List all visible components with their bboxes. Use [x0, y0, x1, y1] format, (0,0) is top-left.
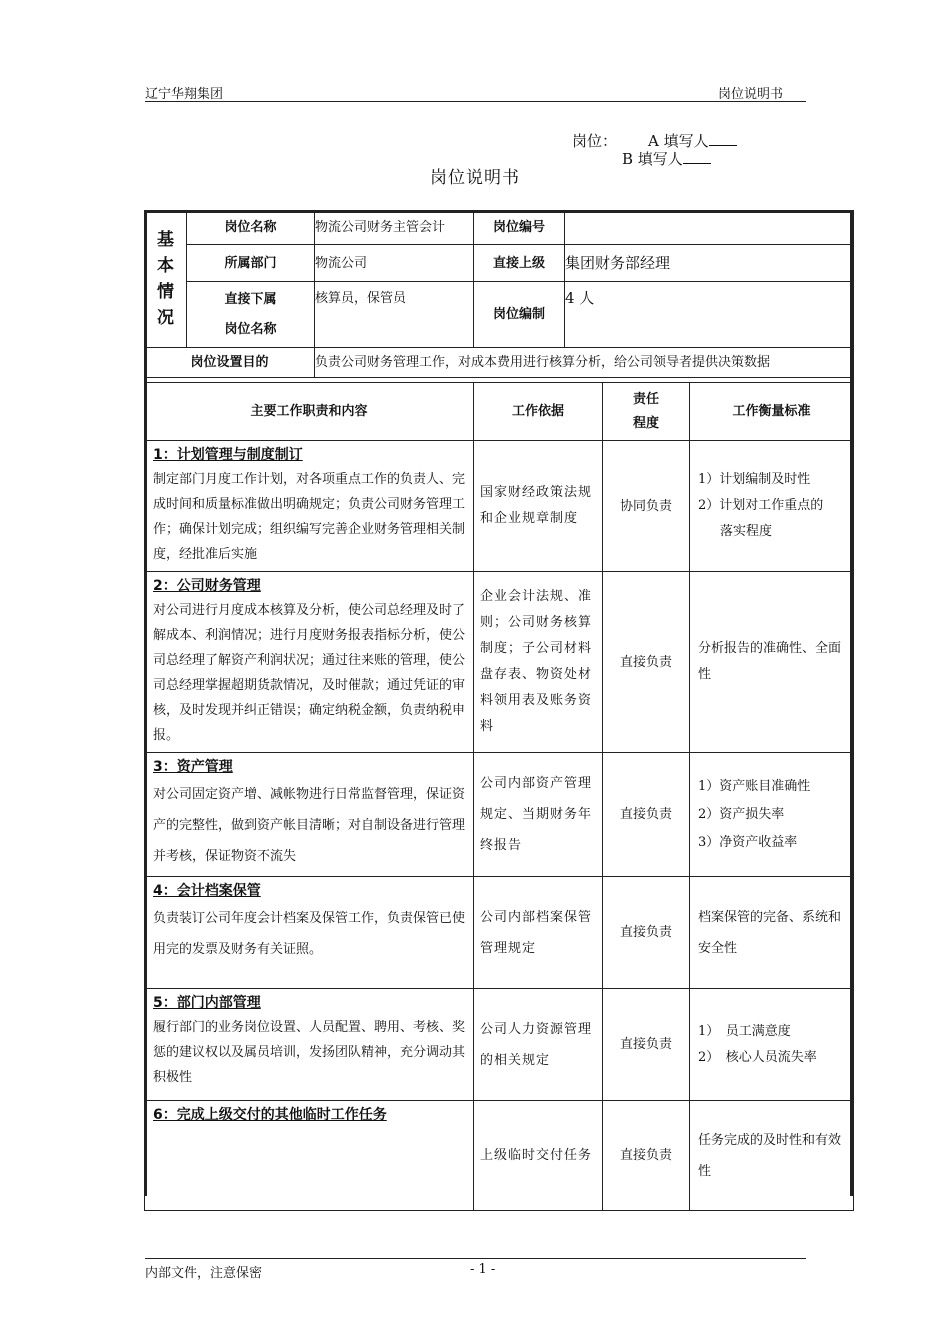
duty-resp: 直接负责	[603, 1101, 690, 1211]
duty-basis: 公司内部档案保管管理规定	[474, 877, 603, 989]
duty-title: 6：完成上级交付的其他临时工作任务	[153, 1107, 387, 1123]
duty-body: 对公司进行月度成本核算及分析，使公司总经理及时了解成本、利润情况；进行月度财务报表指标分析，使公司总经理了解资产利润状况；通过往来账的管理，使公司总经理掌握超期货款情况，及时催款；通过凭证的审核，及时发现并纠正错误；确定纳税金额，负责纳税申报。	[153, 603, 466, 743]
duty-content	[145, 572, 474, 753]
dept-value: 物流公司	[315, 245, 474, 282]
fill-b-writer: B 填写人	[622, 148, 711, 169]
duty-body: 制定部门月度工作计划，对各项重点工作的负责人、完成时间和质量标准做出明确规定；负责公司财务管理工作；确保计划完成；组织编写完善企业财务管理相关制度，经批准后实施	[153, 472, 466, 562]
headcount-label: 岗位编制	[474, 282, 565, 348]
duty-row	[145, 877, 854, 989]
page-number: - 1 -	[470, 1262, 496, 1277]
duty-basis: 企业会计法规、准则；公司财务核算制度；子公司材料盘存表、物资处材料领用表及账务资料	[474, 572, 603, 753]
duty-resp: 直接负责	[603, 877, 690, 989]
header-doc-type: 岗位说明书	[718, 87, 784, 102]
purpose-label: 岗位设置目的	[145, 348, 315, 378]
resp-header: 责任 程度	[603, 383, 690, 441]
duty-content	[145, 1101, 474, 1211]
duty-standard: 档案保管的完备、系统和安全性	[690, 877, 854, 989]
basis-header: 工作依据	[474, 383, 603, 441]
subordinate-label: 直接下属 岗位名称	[187, 282, 315, 348]
position-name-value: 物流公司财务主管会计	[315, 211, 474, 245]
standard-header: 工作衡量标准	[690, 383, 854, 441]
duty-row	[145, 753, 854, 877]
duty-basis: 上级临时交付任务	[474, 1101, 603, 1211]
duty-standard: 分析报告的准确性、全面性	[690, 572, 854, 753]
header-divider	[145, 101, 806, 102]
dept-label: 所属部门	[187, 245, 315, 282]
position-name-label: 岗位名称	[187, 211, 315, 245]
position-code-label: 岗位编号	[474, 211, 565, 245]
superior-label: 直接上级	[474, 245, 565, 282]
duty-basis: 国家财经政策法规和企业规章制度	[474, 441, 603, 572]
duty-standard: 1）资产账目准确性 2）资产损失率 3）净资产收益率	[690, 753, 854, 877]
duty-content	[145, 989, 474, 1101]
fill-a-writer: A 填写人	[648, 130, 737, 151]
duty-resp: 直接负责	[603, 572, 690, 753]
document-title: 岗位说明书	[430, 168, 520, 188]
fill-position-label: 岗位：	[572, 132, 618, 150]
footer-confidential-note: 内部文件，注意保密	[145, 1266, 263, 1281]
duty-basis: 公司内部资产管理规定、当期财务年终报告	[474, 753, 603, 877]
duty-resp: 直接负责	[603, 753, 690, 877]
duty-title: 1：计划管理与制度制订	[153, 447, 303, 463]
duty-body: 履行部门的业务岗位设置、人员配置、聘用、考核、奖惩的建议权以及属员培训，发扬团队精神，充分调动其积极性	[153, 1020, 466, 1085]
duty-row	[145, 441, 854, 572]
duty-content	[145, 441, 474, 572]
duty-basis: 公司人力资源管理的相关规定	[474, 989, 603, 1101]
duty-resp: 协同负责	[603, 441, 690, 572]
basic-info-section-label: 基 本 情 况	[145, 211, 187, 348]
duty-content	[145, 877, 474, 989]
duty-standard: 任务完成的及时性和有效性	[690, 1101, 854, 1211]
duty-header: 主要工作职责和内容	[145, 383, 474, 441]
job-description-table	[144, 210, 854, 1211]
duty-content	[145, 753, 474, 877]
duty-row	[145, 1101, 854, 1211]
duty-standard: 1） 员工满意度 2） 核心人员流失率	[690, 989, 854, 1101]
position-code-value	[565, 211, 854, 245]
duty-title: 3：资产管理	[153, 759, 233, 775]
purpose-value: 负责公司财务管理工作，对成本费用进行核算分析，给公司领导者提供决策数据	[315, 348, 854, 378]
duty-title: 5：部门内部管理	[153, 995, 261, 1011]
duty-standard: 1）计划编制及时性 2）计划对工作重点的 落实程度	[690, 441, 854, 572]
superior-value: 集团财务部经理	[565, 245, 854, 282]
duty-row	[145, 989, 854, 1101]
duty-title: 2：公司财务管理	[153, 578, 261, 594]
footer-divider	[145, 1258, 806, 1259]
duty-body: 对公司固定资产增、减帐物进行日常监督管理，保证资产的完整性，做到资产帐目清晰；对自制设备进行管理并考核，保证物资不流失	[153, 787, 466, 864]
duty-body: 负责装订公司年度会计档案及保管工作，负责保管已使用完的发票及财务有关证照。	[153, 911, 466, 957]
headcount-value: 4 人	[565, 282, 854, 348]
duty-title: 4：会计档案保管	[153, 883, 261, 899]
duty-resp: 直接负责	[603, 989, 690, 1101]
duty-row	[145, 572, 854, 753]
subordinates-value: 核算员，保管员	[315, 282, 474, 348]
company-name: 辽宁华翔集团	[145, 87, 224, 102]
